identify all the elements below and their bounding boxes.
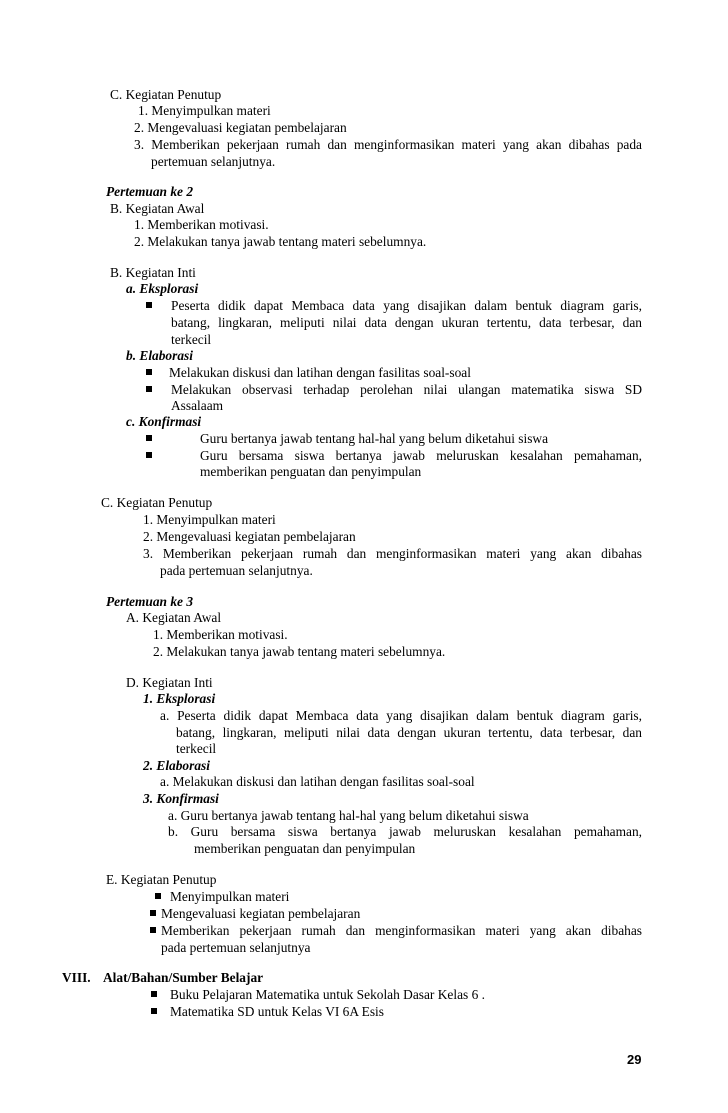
list-item: 3. Memberikan pekerjaan rumah dan menginformasikan materi yang akan dibahas bbox=[143, 546, 642, 561]
square-bullet-icon bbox=[155, 893, 161, 899]
section-title: Alat/Bahan/Sumber Belajar bbox=[103, 970, 264, 985]
list-item: 1. Memberikan motivasi. bbox=[153, 627, 288, 642]
bullet-text: Menyimpulkan materi bbox=[170, 889, 290, 904]
page-number: 29 bbox=[627, 1052, 642, 1067]
section-heading: E. Kegiatan Penutup bbox=[106, 872, 217, 887]
subsection-label: 2. Elaborasi bbox=[143, 758, 210, 773]
square-bullet-icon bbox=[146, 452, 152, 458]
subsection-label: 1. Eksplorasi bbox=[143, 691, 216, 706]
bullet-text: Mengevaluasi kegiatan pembelajaran bbox=[161, 906, 361, 921]
list-item: a. Guru bertanya jawab tentang hal-hal yang belum diketahui siswa bbox=[168, 808, 529, 823]
bullet-text: Assalaam bbox=[171, 398, 224, 413]
list-item: 1. Menyimpulkan materi bbox=[143, 512, 276, 527]
bullet-text: memberikan penguatan dan penyimpulan bbox=[200, 464, 422, 479]
bullet-text: Guru bertanya jawab tentang hal-hal yang belum diketahui siswa bbox=[200, 431, 549, 446]
list-item: batang, lingkaran, meliputi nilai data dengan ukuran tertentu, data terbesar, dan bbox=[176, 725, 642, 740]
bullet-text: Melakukan observasi terhadap perolehan nilai ulangan matematika siswa SD bbox=[171, 382, 642, 397]
section-heading: B. Kegiatan Inti bbox=[110, 265, 196, 280]
section-heading: D. Kegiatan Inti bbox=[126, 675, 213, 690]
section-number: VIII. bbox=[62, 970, 91, 985]
square-bullet-icon bbox=[146, 435, 152, 441]
list-item-continuation: memberikan penguatan dan penyimpulan bbox=[194, 841, 416, 856]
list-item: 2. Melakukan tanya jawab tentang materi sebelumnya. bbox=[153, 644, 446, 659]
list-item-continuation: pertemuan selanjutnya. bbox=[151, 154, 276, 169]
bullet-text: terkecil bbox=[171, 332, 212, 347]
square-bullet-icon bbox=[150, 910, 156, 916]
subsection-label: c. Konfirmasi bbox=[126, 414, 202, 429]
square-bullet-icon bbox=[151, 991, 157, 997]
bullet-text: Matematika SD untuk Kelas VI 6A Esis bbox=[170, 1004, 384, 1019]
bullet-text: batang, lingkaran, meliputi nilai data dengan ukuran tertentu, data terbesar, dan bbox=[171, 315, 642, 330]
list-item: a. Peserta didik dapat Membaca data yang disajikan dalam bentuk diagram garis, bbox=[160, 708, 642, 723]
subsection-label: a. Eksplorasi bbox=[126, 281, 199, 296]
list-item: 1. Menyimpulkan materi bbox=[138, 103, 271, 118]
bullet-text: Peserta didik dapat Membaca data yang disajikan dalam bentuk diagram garis, bbox=[171, 298, 642, 313]
subsection-label: b. Elaborasi bbox=[126, 348, 193, 363]
list-item: 2. Melakukan tanya jawab tentang materi sebelumnya. bbox=[134, 234, 427, 249]
square-bullet-icon bbox=[146, 386, 152, 392]
subsection-label: 3. Konfirmasi bbox=[143, 791, 219, 806]
list-item: 2. Mengevaluasi kegiatan pembelajaran bbox=[143, 529, 356, 544]
square-bullet-icon bbox=[151, 1008, 157, 1014]
bullet-text: Melakukan diskusi dan latihan dengan fasilitas soal-soal bbox=[169, 365, 471, 380]
list-item: 3. Memberikan pekerjaan rumah dan menginformasikan materi yang akan dibahas pada bbox=[134, 137, 642, 152]
bullet-text: Guru bersama siswa bertanya jawab meluruskan kesalahan pemahaman, bbox=[200, 448, 642, 463]
bullet-text: Memberikan pekerjaan rumah dan menginformasikan materi yang akan dibahas bbox=[161, 923, 642, 938]
list-item: 2. Mengevaluasi kegiatan pembelajaran bbox=[134, 120, 347, 135]
list-item: terkecil bbox=[176, 741, 217, 756]
square-bullet-icon bbox=[150, 927, 156, 933]
bullet-text: Buku Pelajaran Matematika untuk Sekolah Dasar Kelas 6 . bbox=[170, 987, 485, 1002]
square-bullet-icon bbox=[146, 369, 152, 375]
square-bullet-icon bbox=[146, 302, 152, 308]
meeting-heading: Pertemuan ke 3 bbox=[106, 594, 194, 609]
list-item: a. Melakukan diskusi dan latihan dengan fasilitas soal-soal bbox=[160, 774, 475, 789]
section-heading: C. Kegiatan Penutup bbox=[101, 495, 213, 510]
section-heading: A. Kegiatan Awal bbox=[126, 610, 222, 625]
meeting-heading: Pertemuan ke 2 bbox=[106, 184, 194, 199]
list-item: 1. Memberikan motivasi. bbox=[134, 217, 269, 232]
section-heading: B. Kegiatan Awal bbox=[110, 201, 205, 216]
penutup-heading: C. Kegiatan Penutup bbox=[110, 87, 222, 102]
list-item-continuation: pada pertemuan selanjutnya. bbox=[160, 563, 313, 578]
list-item: b. Guru bersama siswa bertanya jawab meluruskan kesalahan pemahaman, bbox=[168, 824, 642, 839]
bullet-text: pada pertemuan selanjutnya bbox=[161, 940, 311, 955]
